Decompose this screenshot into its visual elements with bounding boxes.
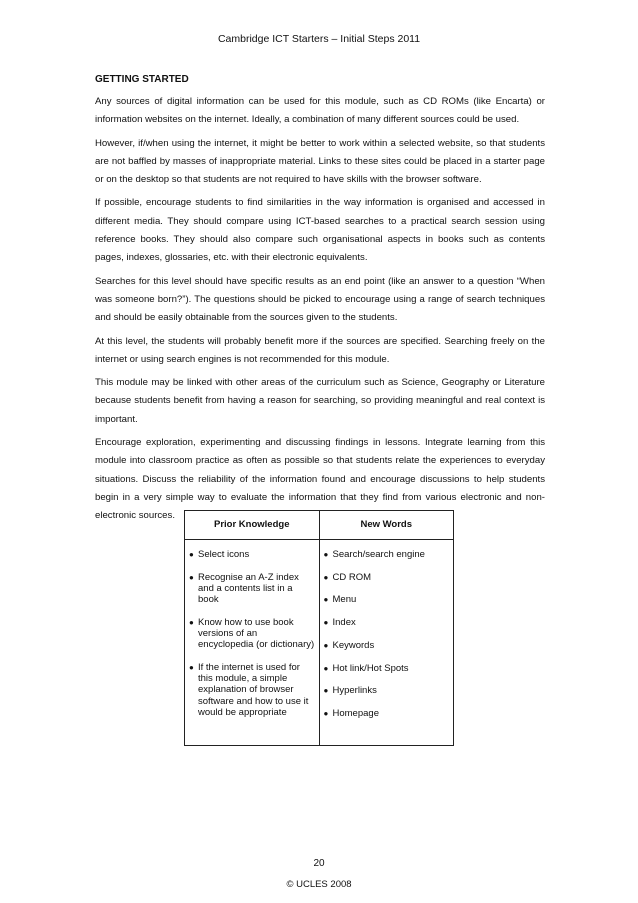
paragraph: If possible, encourage students to find similarities in the way information is organised and accessed in different media. They should compare using ICT-based searches to a practical search session using reference books. They should also compare such organisational aspects in books such as contents pages, indexes, glossaries, etc. with their electronic equivalents. xyxy=(95,197,545,264)
knowledge-table-container xyxy=(184,510,454,746)
paragraph: At this level, the students will probably benefit more if the sources are specified. Searching freely on the internet or using search engines is not recommended for this module. xyxy=(95,335,545,365)
paragraph: This module may be linked with other areas of the curriculum such as Science, Geography or Literature because students benefit from having a reason for searching, so providing meaningful and real context is important. xyxy=(95,377,545,425)
list-item-text: Hot link/Hot Spots xyxy=(332,662,409,674)
list-item xyxy=(189,572,315,606)
list-item-text: If the internet is used for this module, a simple explanation of browser software and how to use it would be appropriate xyxy=(198,661,309,718)
column-header-new-words: New Words xyxy=(319,511,454,540)
bullet-icon: ● xyxy=(323,595,329,605)
column-header-prior-knowledge: Prior Knowledge xyxy=(185,511,320,540)
copyright-notice: © UCLES 2008 xyxy=(286,879,352,890)
list-item xyxy=(189,549,315,560)
new-words-cell xyxy=(319,540,454,746)
list-item-text: Search/search engine xyxy=(332,549,425,560)
paragraph: Searches for this level should have specific results as an end point (like an answer to a question “When was someone born?”). The questions should be picked to encourage using a range of search techniques and should be easily obtainable from the sources given to the students. xyxy=(95,275,545,324)
list-item-text: Recognise an A-Z index and a contents list in a book xyxy=(198,571,299,606)
list-item xyxy=(324,594,450,605)
table-header-row xyxy=(185,511,454,540)
prior-knowledge-cell xyxy=(185,540,320,746)
page-header: Cambridge ICT Starters – Initial Steps 2011 xyxy=(217,33,421,45)
list-item xyxy=(324,685,450,696)
bullet-icon: ● xyxy=(189,550,194,559)
list-item-text: Homepage xyxy=(332,707,379,719)
bullet-icon: ● xyxy=(323,550,329,559)
list-item-text: Know how to use book versions of an encyclopedia (or dictionary) xyxy=(198,616,315,651)
paragraph: However, if/when using the internet, it might be better to work within a selected website, so that students are not baffled by masses of inappropriate material. Links to these sites could be placed in a starter page or on the desktop so that students are not required to have skills with the browser software. xyxy=(95,137,545,186)
bullet-icon: ● xyxy=(323,686,329,696)
list-item-text: Select icons xyxy=(198,549,250,560)
list-item-text: Hyperlinks xyxy=(332,685,377,697)
new-words-list xyxy=(324,549,450,719)
list-item xyxy=(324,549,450,560)
list-item-text: Index xyxy=(332,617,356,629)
main-content xyxy=(95,73,545,531)
bullet-icon: ● xyxy=(323,572,329,582)
list-item xyxy=(324,663,450,674)
list-item-text: Menu xyxy=(332,594,357,606)
page-number: 20 xyxy=(313,858,325,869)
list-item xyxy=(324,572,450,583)
list-item xyxy=(324,708,450,719)
section-title: GETTING STARTED xyxy=(95,74,189,85)
bullet-icon: ● xyxy=(189,617,194,627)
bullet-icon: ● xyxy=(189,572,194,582)
table-row xyxy=(185,540,454,746)
list-item xyxy=(189,662,315,718)
list-item-text: CD ROM xyxy=(332,571,372,583)
bullet-icon: ● xyxy=(323,618,329,628)
bullet-icon: ● xyxy=(323,663,329,673)
list-item-text: Keywords xyxy=(332,639,375,651)
paragraph: Encourage exploration, experimenting and discussing findings in lessons. Integrate learning from this module into classroom practice as often as possible so that students relate the experiences to everyday situations. Discuss the reliability of the information found and encourage discussions to help students begin in a very simple way to evaluate the information that they find from various electronic and non-electronic sources. xyxy=(95,437,545,522)
list-item xyxy=(324,640,450,651)
bullet-icon: ● xyxy=(189,662,194,672)
prior-knowledge-list xyxy=(189,549,315,718)
list-item xyxy=(324,617,450,628)
knowledge-table xyxy=(184,510,454,746)
list-item xyxy=(189,617,315,651)
paragraph: Any sources of digital information can be used for this module, such as CD ROMs (like Encarta) or information websites on the internet. Ideally, a combination of many different sources could be used. xyxy=(95,96,545,126)
bullet-icon: ● xyxy=(323,640,329,650)
bullet-icon: ● xyxy=(323,708,329,718)
